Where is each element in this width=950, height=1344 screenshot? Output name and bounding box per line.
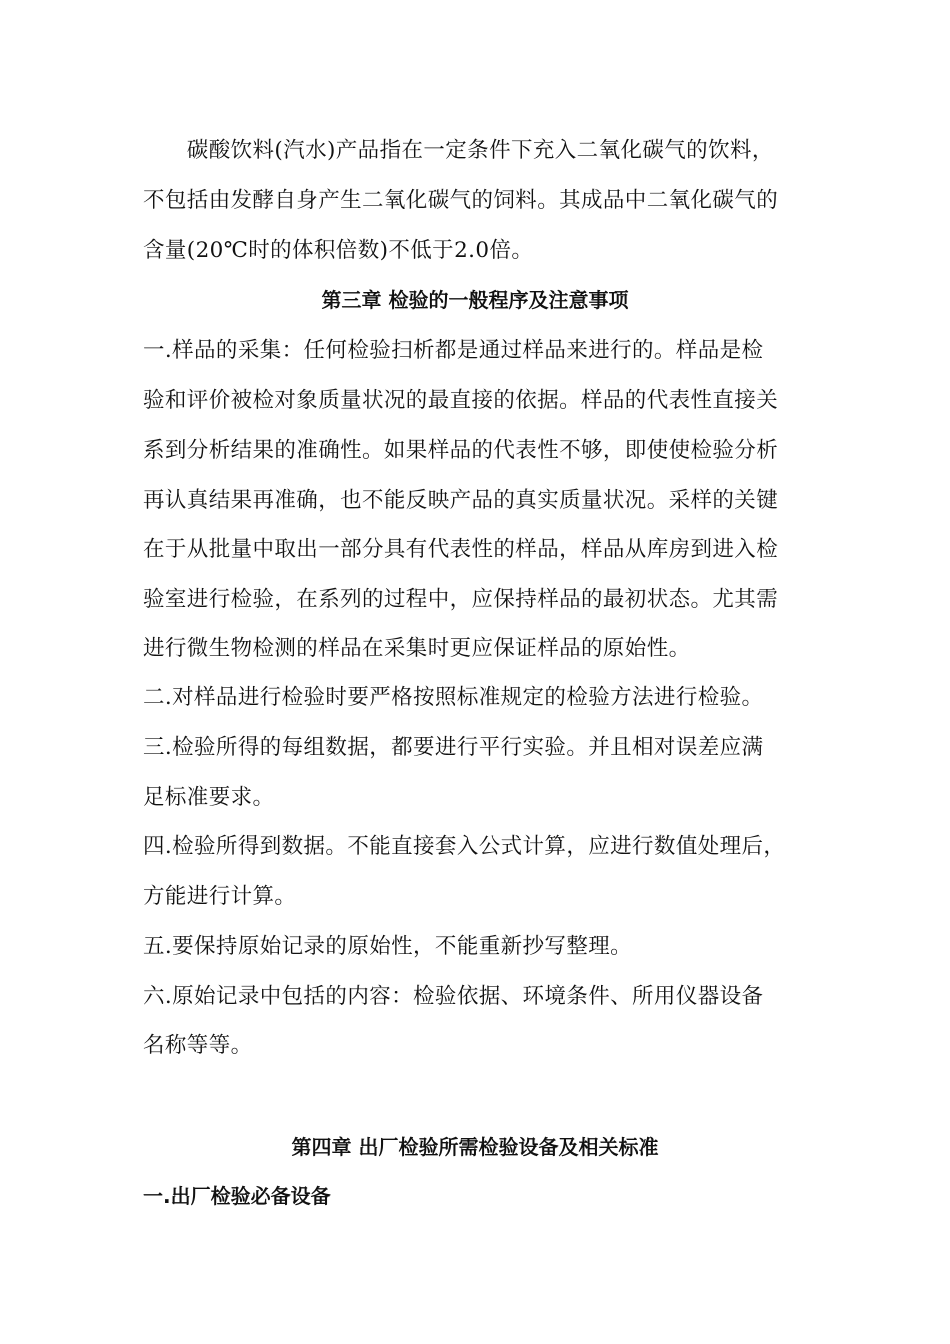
text-line: 验室进行检验，在系列的过程中，应保持样品的最初状态。尤其需 (143, 587, 779, 612)
text-line: 进行微生物检测的样品在采集时更应保证样品的原始性。 (143, 636, 691, 661)
text-line: 碳酸饮料(汽水)产品指在一定条件下充入二氧化碳气的饮料， (143, 138, 774, 163)
text-line: 三.检验所得的每组数据，都要进行平行实验。并且相对误差应满 (143, 735, 764, 760)
text-line: 五.要保持原始记录的原始性，不能重新抄写整理。 (143, 934, 633, 959)
chapter-3-title: 第三章 检验的一般程序及注意事项 (321, 288, 629, 312)
text-line: 一.样品的采集：任何检验扫析都是通过样品来进行的。样品是检 (143, 338, 764, 363)
section-title: 一.出厂检验必备设备 (143, 1184, 331, 1208)
text-line: 系到分析结果的准确性。如果样品的代表性不够，即使使检验分析 (143, 438, 779, 463)
text-line: 验和评价被检对象质量状况的最直接的依据。样品的代表性直接关 (143, 388, 779, 413)
text-line: 再认真结果再准确，也不能反映产品的真实质量状况。采样的关键 (143, 488, 779, 513)
text-line: 足标准要求。 (143, 785, 275, 810)
text-line: 在于从批量中取出一部分具有代表性的样品，样品从库房到进入检 (143, 537, 779, 562)
text-line: 四.检验所得到数据。不能直接套入公式计算，应进行数值处理后， (143, 834, 786, 859)
text-line: 二.对样品进行检验时要严格按照标准规定的检验方法进行检验。 (143, 685, 764, 710)
text-line: 含量(20℃时的体积倍数)不低于2.0倍。 (143, 238, 534, 263)
text-line: 不包括由发酵自身产生二氧化碳气的饲料。其成品中二氧化碳气的 (143, 188, 779, 213)
text-line: 方能进行计算。 (143, 884, 297, 909)
chapter-4-title: 第四章 出厂检验所需检验设备及相关标准 (291, 1135, 659, 1159)
text-line: 六.原始记录中包括的内容：检验依据、环境条件、所用仪器设备 (143, 984, 764, 1009)
text-line: 名称等等。 (143, 1033, 253, 1058)
